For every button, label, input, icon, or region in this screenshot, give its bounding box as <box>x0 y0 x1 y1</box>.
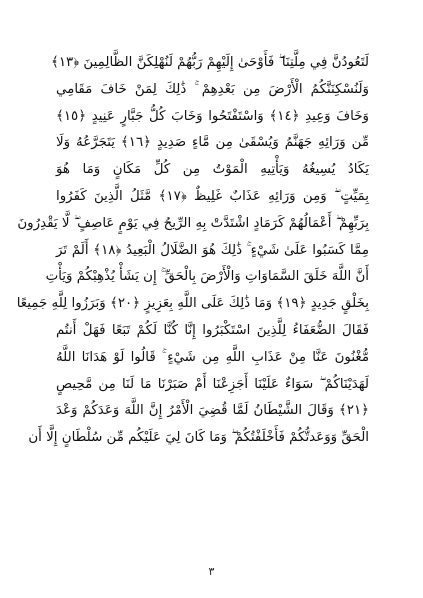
text-line-9: أَنَّ اللَّهَ خَلَقَ السَّمَاوَاتِ وَالْأَرْضَ بِالْحَقِّ ۚ إِن يَشَأْ يُذْهِبْكُمْ وَيَأْتِ <box>45 269 369 285</box>
text-line-6: بِمَيِّتٍ ۖ وَمِن وَرَائِهِ عَذَابٌ غَلِيظٌ ﴿١٧﴾ مَّثَلُ الَّذِينَ كَفَرُوا <box>56 188 369 204</box>
text-line-14: ﴿٢١﴾ وَقَالَ الشَّيْطَانُ لَمَّا قُضِيَ الْأَمْرُ إِنَّ اللَّهَ وَعَدَكُمْ وَعْدَ <box>56 403 369 419</box>
text-line-3: وَخَافَ وَعِيدِ ﴿١٤﴾ وَاسْتَفْتَحُوا وَخَابَ كُلُّ جَبَّارٍ عَنِيدٍ ﴿١٥﴾ <box>56 108 370 124</box>
text-line-8: مِمَّا كَسَبُوا عَلَىٰ شَيْءٍ ۚ ذَٰلِكَ هُوَ الضَّلَالُ الْبَعِيدُ ﴿١٨﴾ أَلَمْ تَرَ <box>56 242 369 258</box>
text-line-15: الْحَقِّ وَوَعَدتُّكُمْ فَأَخْلَفْتُكُمْ ۖ وَمَا كَانَ لِيَ عَلَيْكُم مِّن سُلْطَانٍ إِلَّا أَن <box>28 430 369 446</box>
text-line-10: بِخَلْقٍ جَدِيدٍ ﴿١٩﴾ وَمَا ذَٰلِكَ عَلَى اللَّهِ بِعَزِيزٍ ﴿٢٠﴾ وَبَرَزُوا لِلَّهِ جَمِيعًا <box>16 296 369 312</box>
text-line-11: فَقَالَ الضُّعَفَاءُ لِلَّذِينَ اسْتَكْبَرُوا إِنَّا كُنَّا لَكُمْ تَبَعًا فَهَلْ أَنتُم <box>56 322 369 338</box>
text-line-4: مِّن وَرَائِهِ جَهَنَّمُ وَيُسْقَىٰ مِن مَّاءٍ صَدِيدٍ ﴿١٦﴾ يَتَجَرَّعُهُ وَلَا <box>56 135 369 151</box>
text-line-7: بِرَبِّهِمْ ۖ أَعْمَالُهُمْ كَرَمَادٍ اشْتَدَّتْ بِهِ الرِّيحُ فِي يَوْمٍ عَاصِفٍ ۖ لَّا يَقْدِرُونَ <box>17 215 369 231</box>
text-line-2: وَلَنُسْكِنَنَّكُمُ الْأَرْضَ مِن بَعْدِهِمْ ۚ ذَٰلِكَ لِمَنْ خَافَ مَقَامِي <box>56 81 369 97</box>
text-line-1: لَتَعُودُنَّ فِي مِلَّتِنَا ۖ فَأَوْحَىٰ إِلَيْهِمْ رَبُّهُمْ لَنُهْلِكَنَّ الظَّالِمِينَ ﴿١٣﴾ <box>50 55 369 70</box>
text-line-13: لَهَدَيْنَاكُمْ ۖ سَوَاءٌ عَلَيْنَا أَجَزِعْنَا أَمْ صَبَرْنَا مَا لَنَا مِن مَّحِيصٍ <box>56 376 369 392</box>
page-number: ٣ <box>208 565 215 578</box>
text-line-5: يَكَادُ يُسِيغُهُ وَيَأْتِيهِ الْمَوْتُ مِن كُلِّ مَكَانٍ وَمَا هُوَ <box>56 162 369 178</box>
verse-text-block <box>16 50 370 452</box>
text-line-12: مُّغْنُونَ عَنَّا مِنْ عَذَابِ اللَّهِ مِن شَيْءٍ ۚ قَالُوا لَوْ هَدَانَا اللَّهُ <box>56 349 369 365</box>
